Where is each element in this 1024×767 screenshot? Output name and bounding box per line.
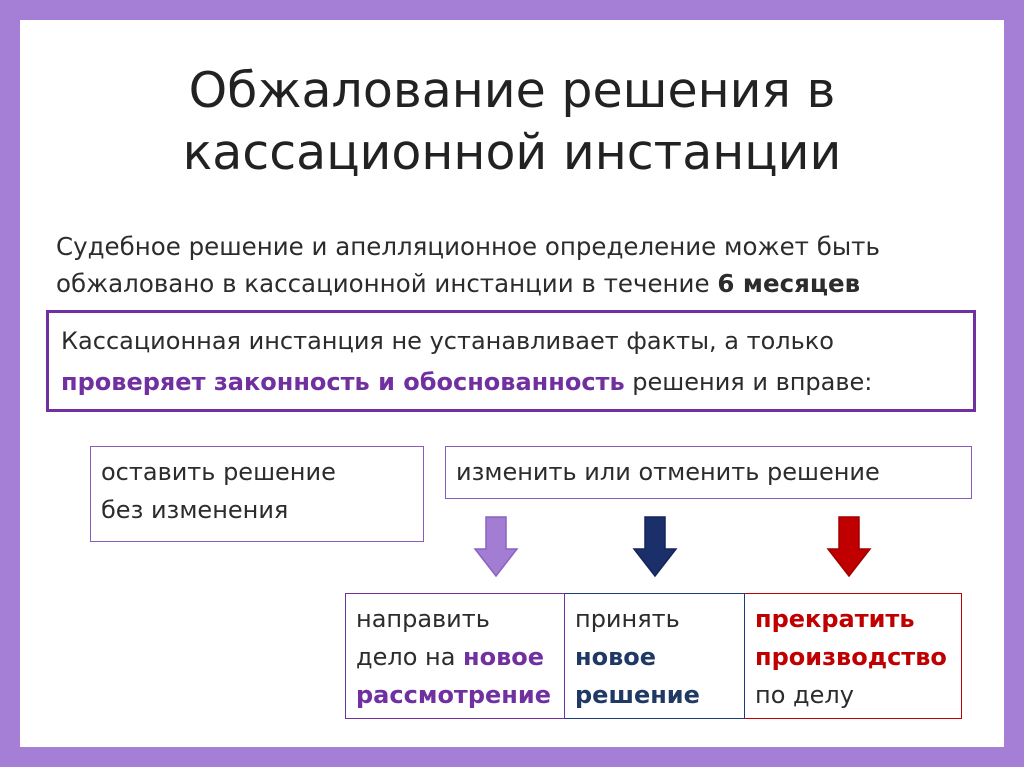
outcome-redirect-new: новое bbox=[463, 643, 545, 671]
outcomes-row bbox=[345, 593, 962, 719]
option-keep-line-1: оставить решение bbox=[101, 458, 336, 486]
outcome-new-decision-decision: решение bbox=[575, 681, 700, 709]
cassation-note-line-2-rest: решения и вправе: bbox=[624, 368, 873, 396]
cassation-note-highlight: проверяет законность и обоснованность bbox=[61, 368, 625, 396]
intro-line-2: обжаловано в кассационной инстанции в течение bbox=[56, 269, 718, 298]
outcome-redirect bbox=[345, 593, 565, 719]
outcome-terminate-line-3: по делу bbox=[755, 681, 854, 709]
slide-title bbox=[0, 60, 1024, 184]
outcome-new-decision-line-1: принять bbox=[575, 605, 680, 633]
option-keep-line-2: без изменения bbox=[101, 496, 289, 524]
down-arrow-navy-icon bbox=[632, 516, 678, 578]
outcome-new-decision-new: новое bbox=[575, 643, 657, 671]
down-arrow-purple-icon bbox=[473, 516, 519, 578]
option-change-text: изменить или отменить решение bbox=[456, 458, 880, 486]
option-change-decision bbox=[445, 446, 972, 499]
outcome-terminate bbox=[745, 593, 962, 719]
outcome-new-decision bbox=[565, 593, 745, 719]
intro-text bbox=[56, 228, 996, 302]
outcome-redirect-line-2: дело на bbox=[356, 643, 464, 671]
option-keep-decision bbox=[90, 446, 424, 542]
outcome-terminate-line-1: прекратить bbox=[755, 605, 915, 633]
outcome-redirect-review: рассмотрение bbox=[356, 681, 551, 709]
title-line-1: Обжалование решения в bbox=[188, 62, 836, 119]
outcome-redirect-line-1: направить bbox=[356, 605, 490, 633]
down-arrow-red-icon bbox=[826, 516, 872, 578]
outcome-terminate-line-2: производство bbox=[755, 643, 947, 671]
intro-deadline: 6 месяцев bbox=[717, 269, 861, 298]
cassation-note-line-1: Кассационная инстанция не устанавливает факты, а только bbox=[61, 327, 834, 355]
cassation-note-text bbox=[49, 313, 973, 403]
title-line-2: кассационной инстанции bbox=[182, 124, 842, 181]
intro-line-1: Судебное решение и апелляционное определение может быть bbox=[56, 232, 880, 261]
cassation-note-box bbox=[46, 310, 976, 412]
